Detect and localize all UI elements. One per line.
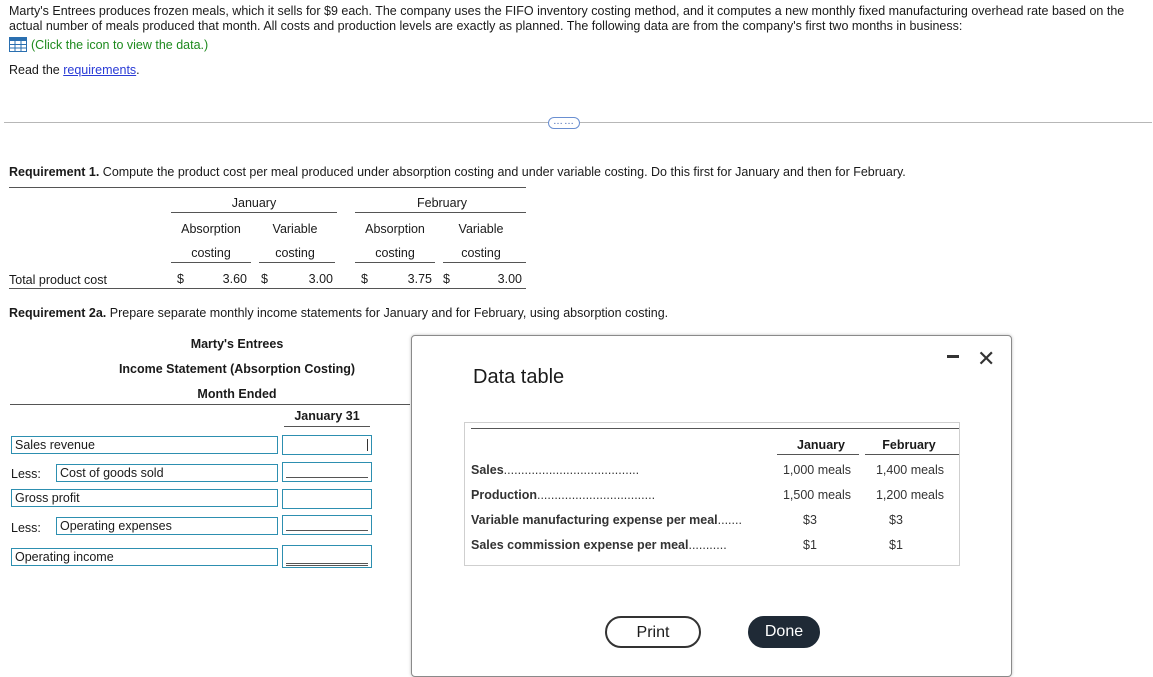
dot-leader: .......	[717, 513, 742, 527]
month-header-january: January	[231, 196, 277, 210]
data-table-top-rule	[471, 428, 959, 429]
requirements-link[interactable]: requirements	[63, 63, 137, 77]
operating-expenses-row[interactable]: Operating expenses	[56, 517, 278, 535]
operating-income-row[interactable]: Operating income	[11, 548, 278, 566]
col-header-jan-absorption	[168, 222, 254, 260]
less-label: Less:	[11, 467, 41, 481]
product-cost-table	[9, 186, 529, 290]
feb-absorption-cost: 3.75	[407, 272, 432, 286]
underline	[286, 530, 368, 531]
requirement-1-label: Requirement 1.	[9, 165, 100, 179]
col-header-line2: costing	[191, 246, 231, 260]
col-header-line1: Absorption	[181, 222, 241, 236]
currency-symbol: $	[443, 272, 450, 286]
column-rule	[777, 454, 859, 455]
row-label: Sales	[471, 463, 504, 477]
variable-mfg-january: $3	[803, 513, 817, 527]
col-rule	[171, 262, 251, 263]
jan-variable-cost: 3.00	[308, 272, 333, 286]
done-button[interactable]: Done	[748, 616, 820, 648]
dot-leader: .......................................	[503, 463, 640, 477]
gross-profit-row[interactable]: Gross profit	[11, 489, 278, 507]
data-row-sales	[471, 463, 779, 477]
requirement-2a-heading	[9, 306, 668, 320]
cogs-row[interactable]: Cost of goods sold	[56, 464, 278, 482]
column-rule	[284, 426, 370, 427]
production-january: 1,500 meals	[782, 488, 852, 502]
row-label: Production	[471, 488, 537, 502]
text-cursor	[367, 439, 368, 451]
currency-symbol: $	[361, 272, 368, 286]
col-header-jan-variable	[254, 222, 336, 260]
data-table	[464, 422, 960, 566]
col-header-line1: Variable	[272, 222, 318, 236]
col-header-feb-absorption	[352, 222, 438, 260]
requirement-1-text: Compute the product cost per meal produced under absorption costing and under variable costing. Do this first for January and then for February.	[99, 165, 906, 179]
col-header-line2: costing	[275, 246, 315, 260]
month-header-february: February	[416, 196, 468, 210]
data-link-row[interactable]	[9, 37, 1144, 56]
row-label: Variable manufacturing expense per meal	[471, 513, 718, 527]
minimize-icon[interactable]	[947, 355, 959, 358]
problem-text: Marty's Entrees produces frozen meals, which it sells for $9 each. The company uses the FIFO inventory costing method, and it computes a new monthly fixed manufacturing overhead rate based on the actual number of meals produced that month. All costs and production levels are exactly as planned. The following data are from the company's first two months in business:	[9, 4, 1125, 33]
col-header-line1: Absorption	[365, 222, 425, 236]
column-january-31: January 31	[294, 409, 360, 423]
cogs-input[interactable]	[282, 462, 372, 482]
sales-january: 1,000 meals	[782, 463, 852, 477]
data-row-production	[471, 488, 779, 502]
underline	[286, 477, 368, 478]
gross-profit-input[interactable]	[282, 489, 372, 509]
requirement-2a-label: Requirement 2a.	[9, 306, 107, 320]
jan-absorption-cost: 3.60	[222, 272, 247, 286]
view-data-link[interactable]: (Click the icon to view the data.)	[31, 38, 209, 52]
modal-title: Data table	[473, 366, 565, 388]
production-february: 1,200 meals	[875, 488, 945, 502]
close-icon[interactable]: ✕	[977, 346, 996, 371]
feb-variable-cost: 3.00	[497, 272, 522, 286]
table-grid-icon[interactable]	[9, 37, 27, 56]
col-rule	[259, 262, 335, 263]
col-header-line2: costing	[375, 246, 415, 260]
commission-january: $1	[803, 538, 817, 552]
sales-revenue-input[interactable]	[282, 435, 372, 455]
operating-income-input[interactable]	[282, 545, 372, 568]
dot-leader: ..................................	[536, 488, 656, 502]
col-header-line1: Variable	[458, 222, 504, 236]
data-table-modal	[411, 335, 1012, 677]
commission-february: $1	[889, 538, 903, 552]
requirement-2a-text: Prepare separate monthly income statements for January and for February, using absorption costing.	[106, 306, 669, 320]
dot-leader: ...........	[688, 538, 727, 552]
variable-mfg-february: $3	[889, 513, 903, 527]
row-label: Sales commission expense per meal	[471, 538, 689, 552]
data-row-sales-commission	[471, 538, 779, 552]
february-header-rule	[355, 212, 526, 213]
statement-top-rule	[10, 404, 410, 405]
currency-symbol: $	[177, 272, 184, 286]
requirement-1-heading	[9, 165, 906, 179]
data-col-february: February	[882, 438, 936, 452]
table-bottom-rule	[9, 288, 526, 289]
read-requirements-line	[9, 63, 1144, 78]
statement-title: Income Statement (Absorption Costing)	[118, 362, 356, 376]
col-header-feb-variable	[440, 222, 522, 260]
table-top-rule	[9, 187, 526, 188]
statement-period: Month Ended	[197, 387, 277, 401]
sales-february: 1,400 meals	[875, 463, 945, 477]
problem-intro	[9, 4, 1144, 78]
total-product-cost-label: Total product cost	[9, 273, 107, 287]
currency-symbol: $	[261, 272, 268, 286]
read-prefix: Read the	[9, 63, 64, 77]
january-header-rule	[171, 212, 337, 213]
column-rule	[865, 454, 959, 455]
read-suffix: .	[136, 63, 140, 77]
operating-expenses-input[interactable]	[282, 515, 372, 535]
company-name: Marty's Entrees	[190, 337, 284, 351]
expand-button[interactable]: ……	[548, 117, 580, 129]
data-col-january: January	[797, 438, 845, 452]
print-button[interactable]: Print	[605, 616, 701, 648]
double-underline-top	[286, 563, 368, 564]
col-rule	[355, 262, 435, 263]
double-underline-bottom	[286, 565, 368, 566]
col-header-line2: costing	[461, 246, 501, 260]
col-rule	[443, 262, 526, 263]
sales-revenue-row[interactable]: Sales revenue	[11, 436, 278, 454]
less-label: Less:	[11, 521, 41, 535]
data-row-variable-mfg-expense	[471, 513, 779, 527]
